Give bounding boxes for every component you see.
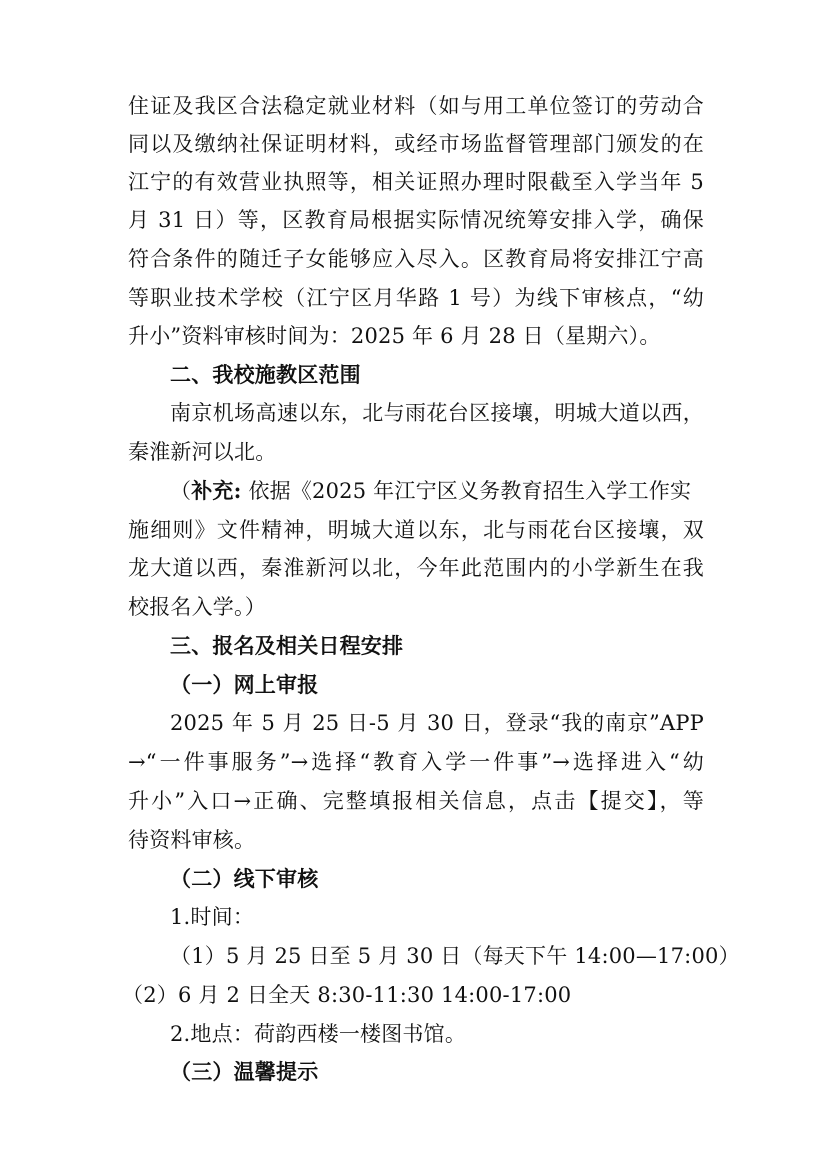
- paragraph-line: 2025 年 5 月 25 日-5 月 30 日，登录“我的南京”APP: [170, 711, 704, 735]
- paragraph-line: 秦淮新河以北。: [128, 440, 277, 464]
- paragraph-line: →“一件事服务”→选择“教育入学一件事”→选择进入“幼: [128, 750, 704, 774]
- paragraph-line: 月 31 日）等，区教育局根据实际情况统筹安排入学，确保: [128, 208, 704, 232]
- supplement-line: （补充: 依据《2025 年江宁区义务教育招生入学工作实: [170, 478, 692, 503]
- paragraph-line: 升小”入口→正确、完整填报相关信息，点击【提交】，等: [128, 789, 704, 813]
- subsection-heading: （三）温馨提示: [170, 1059, 319, 1084]
- paragraph-line: 升小”资料审核时间为：2025 年 6 月 28 日（星期六）。: [128, 324, 661, 348]
- section-heading: 三、报名及相关日程安排: [170, 633, 404, 658]
- time-label: 1.时间：: [170, 905, 255, 929]
- supplement-label: 补充: [191, 478, 234, 503]
- subsection-heading: （二）线下审核: [170, 866, 319, 891]
- paragraph-line: 南京机场高速以东，北与雨花台区接壤，明城大道以西，: [170, 401, 704, 425]
- paragraph-line: 施细则》文件精神，明城大道以东，北与雨花台区接壤，双: [128, 518, 704, 542]
- subsection-heading: （一）网上审报: [170, 672, 319, 697]
- paragraph-line: 等职业技术学校（江宁区月华路 1 号）为线下审核点，“幼: [128, 286, 704, 310]
- paragraph-line: 同以及缴纳社保证明材料，或经市场监督管理部门颁发的在: [128, 132, 704, 156]
- paragraph-line: 待资料审核。: [128, 828, 256, 852]
- time-item: （1）5 月 25 日至 5 月 30 日（每天下午 14:00—17:00）: [170, 944, 740, 968]
- paragraph-line: 江宁的有效营业执照等，相关证照办理时限截至入学当年 5: [128, 170, 704, 194]
- paragraph-line: 符合条件的随迁子女能够应入尽入。区教育局将安排江宁高: [128, 247, 704, 271]
- time-item: （2）6 月 2 日全天 8:30-11:30 14:00-17:00: [122, 983, 572, 1007]
- paragraph-line: 住证及我区合法稳定就业材料（如与用工单位签订的劳动合: [128, 94, 704, 118]
- paragraph-line: 校报名入学。）: [128, 595, 266, 619]
- location-line: 2.地点：荷韵西楼一楼图书馆。: [170, 1022, 467, 1046]
- section-heading: 二、我校施教区范围: [170, 362, 361, 387]
- paragraph-line: 龙大道以西，秦淮新河以北，今年此范围内的小学新生在我: [128, 556, 704, 580]
- supplement-text: 依据《2025 年江宁区义务教育招生入学工作实: [248, 479, 692, 503]
